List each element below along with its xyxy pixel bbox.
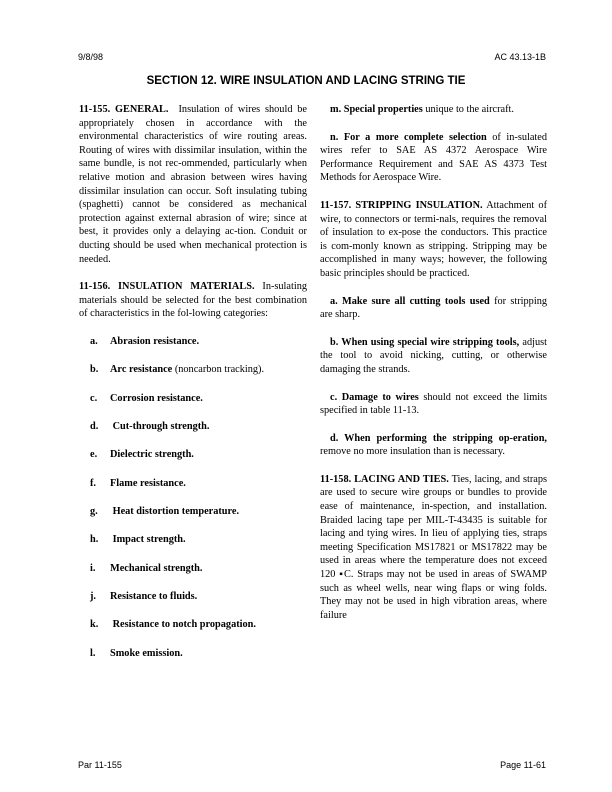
paragraph-heading: 11-157. STRIPPING INSULATION.	[320, 199, 483, 211]
paragraph-m: m. Special properties unique to the aircraft.	[330, 104, 514, 115]
list-item: l. Smoke emission.	[90, 647, 183, 659]
paragraph-heading: 11-158. LACING AND TIES.	[320, 473, 449, 485]
list-item: k. Resistance to notch propagation.	[90, 619, 256, 631]
paragraph-a: a. Make sure all cutting tools used for stripping are sharp.	[320, 295, 547, 321]
list-item: i. Mechanical strength.	[90, 562, 203, 574]
insulation-categories-list	[79, 335, 307, 660]
paragraph-heading: 11-156. INSULATION MATERIALS.	[79, 281, 255, 293]
paragraph-body: Ties, lacing, and straps are used to secure wire groups or bundles to provide ease of maintenance, in-spection, and installation. Braided lacing tape per MIL-T-43435 is suitable for lacing and tying wires. In lieu of applying ties, straps meeting Specification MS17821 or MS17822 may be used in areas where the temperature does not exceed 120 ▪C. Straps may not be used in areas of SWAMP such as wheel wells, near wing flaps or wing folds. They may not be used in high vibration areas, where failure	[320, 473, 547, 621]
paragraph-n: n. For a more complete selection of in-sulated wires refer to SAE AS 4372 Aerospace Wire Performance Requirement and SAE AS 4373 Test Methods for Aerospace Wire.	[320, 131, 547, 184]
header-doc-id: AC 43.13-1B	[494, 52, 546, 62]
footer-page-number: Page 11-61	[500, 760, 546, 770]
right-column	[320, 103, 547, 636]
paragraph-body: Insulation of wires should be appropriately chosen in accordance with the environmental characteristics of wire routing areas. Routing of wires with dissimilar insulation, within the same bundle, is not rec-ommended, particularly when relative motion and abrasion between wires having dissimilar insulation can occur. Soft insulating tubing (spaghetti) cannot be considered as mechanical protection against external abrasion of wire; since at best, it provides only a delaying ac-tion. Conduit or ducting should be used when mechanical protection is needed.	[79, 104, 308, 265]
paragraph-body: Attachment of wire, to connectors or termi-nals, requires the removal of insulation to ex-pose the conductors. This practice is com-monly known as stripping. Stripping may be accomplished in many ways; however, the following basic principles should be practiced.	[320, 199, 547, 279]
paragraph-c: c. Damage to wires should not exceed the limits specified in table 11-13.	[320, 391, 548, 417]
paragraph-b: b. When using special wire stripping tools, adjust the tool to avoid nicking, cutting, or otherwise damaging the strands.	[320, 336, 547, 375]
left-column	[79, 103, 307, 675]
list-item: f. Flame resistance.	[90, 477, 186, 489]
paragraph-11-157	[320, 199, 547, 281]
header-date: 9/8/98	[78, 52, 104, 62]
paragraph-body: In-sulating materials should be selected for the best combination of characteristics in the fol-lowing categories:	[79, 281, 308, 320]
paragraph-heading: 11-155. GENERAL.	[79, 104, 169, 115]
list-item: a. Abrasion resistance.	[90, 335, 200, 347]
section-title: SECTION 12. WIRE INSULATION AND LACING STRING TIE	[146, 75, 466, 87]
list-item: h. Impact strength.	[90, 534, 186, 546]
list-item: e. Dielectric strength.	[90, 449, 194, 461]
list-item: c. Corrosion resistance.	[90, 392, 203, 404]
footer-paragraph-ref: Par 11-155	[78, 760, 122, 770]
paragraph-11-156	[79, 280, 307, 321]
paragraph-11-155	[79, 103, 307, 266]
paragraph-d: d. When performing the stripping op-eration, remove no more insulation than is necessary.	[320, 432, 547, 458]
list-item: d. Cut-through strength.	[90, 420, 210, 432]
list-item: g. Heat distortion temperature.	[90, 505, 240, 517]
list-item: b. Arc resistance (noncarbon tracking).	[90, 364, 265, 376]
list-item: j. Resistance to fluids.	[90, 591, 198, 602]
paragraph-11-158	[320, 473, 547, 623]
